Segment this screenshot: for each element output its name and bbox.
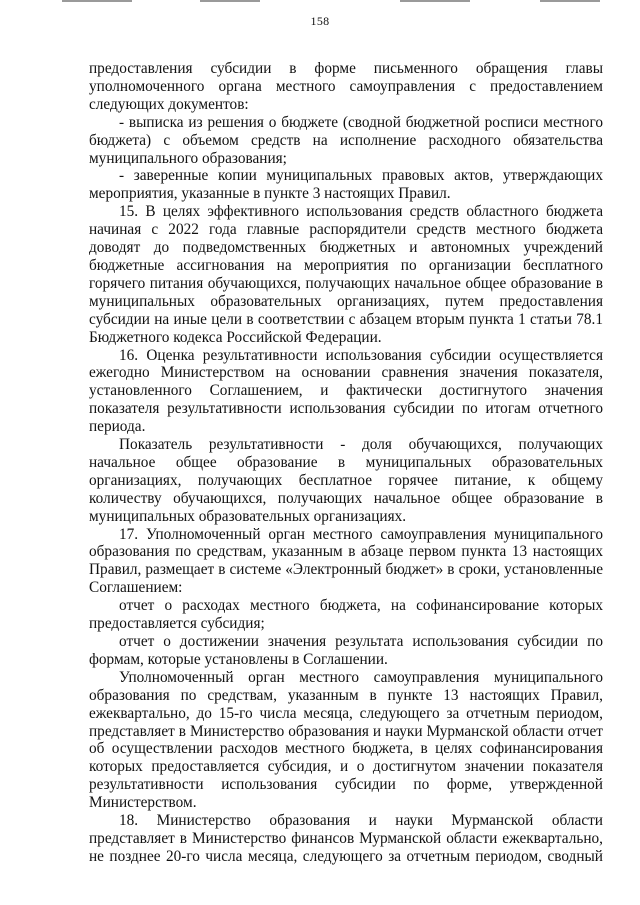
clause-17-quarterly-report: Уполномоченный орган местного самоуправления муниципального образования по средствам, указанным в пункте 13 настоящих Правил, ежеквартально, до 15-го числа месяца, следующего за отчетным периодом, представляет в Министерство образования и науки Мурманской области отчет об осуществлении расходов местного бюджета, в целях софинансирования которых предоставляется субсидия, и о достигнутом значении показателя результативности использования субсидии по форме, утвержденной Министерством. [89, 668, 603, 812]
clause-16: 16. Оценка результативности использования субсидии осуществляется ежегодно Министерством на основании сравнения значения показателя, установленного Соглашением, и фактически достигнутого значения показателя результативности использования субсидии по итогам отчетного периода. [89, 346, 603, 436]
top-edge-mark [400, 0, 470, 2]
clause-16-indicator: Показатель результативности - доля обучающихся, получающих начальное общее образование в муниципальных образовательных организациях, получающих бесплатное горячее питание, к общему количеству обучающихся, получающих начальное общее образование в муниципальных образовательных организациях. [89, 436, 603, 525]
paragraph-continuation: предоставления субсидии в форме письменного обращения главы уполномоченного органа местного самоуправления с предоставлением следующих документов: [89, 60, 603, 113]
clause-17: 17. Уполномоченный орган местного самоуправления муниципального образования по средствам, указанным в абзаце первом пункта 13 настоящих Правил, размещает в системе «Электронный бюджет» в сроки, установленные Соглашением: [89, 525, 603, 597]
clause-17-report-expenses: отчет о расходах местного бюджета, на софинансирование которых предоставляется субсидия; [89, 597, 603, 633]
page-number: 158 [310, 14, 330, 28]
clause-18: 18. Министерство образования и науки Мурманской области представляет в Министерство финансов Мурманской области ежеквартально, не позднее 20-го числа месяца, следующего за отчетным периодом, сводный [89, 812, 603, 865]
top-edge-mark [200, 0, 260, 2]
top-edge-mark [62, 0, 132, 2]
clause-15: 15. В целях эффективного использования средств областного бюджета начиная с 2022 года главные распорядители средств местного бюджета доводят до подведомственных бюджетных и автономных учреждений бюджетные ассигнования на мероприятия по организации бесплатного горячего питания обучающихся, получающих начальное общее образование в муниципальных образовательных организациях, путем предоставления субсидии на иные цели в соответствии с абзацем вторым пункта 1 статьи 78.1 Бюджетного кодекса Российской Федерации. [89, 203, 603, 346]
top-edge-mark [540, 0, 600, 2]
list-item-certified-copies: - заверенные копии муниципальных правовых актов, утверждающих мероприятия, указанные в пункте 3 настоящих Правил. [89, 167, 603, 203]
document-body [89, 60, 603, 866]
list-item-budget-extract: - выписка из решения о бюджете (сводной бюджетной росписи местного бюджета) с объемом средств на исполнение расходного обязательства муниципального образования; [89, 113, 603, 167]
clause-17-report-result: отчет о достижении значения результата использования субсидии по формам, которые установлены в Соглашении. [89, 633, 603, 668]
